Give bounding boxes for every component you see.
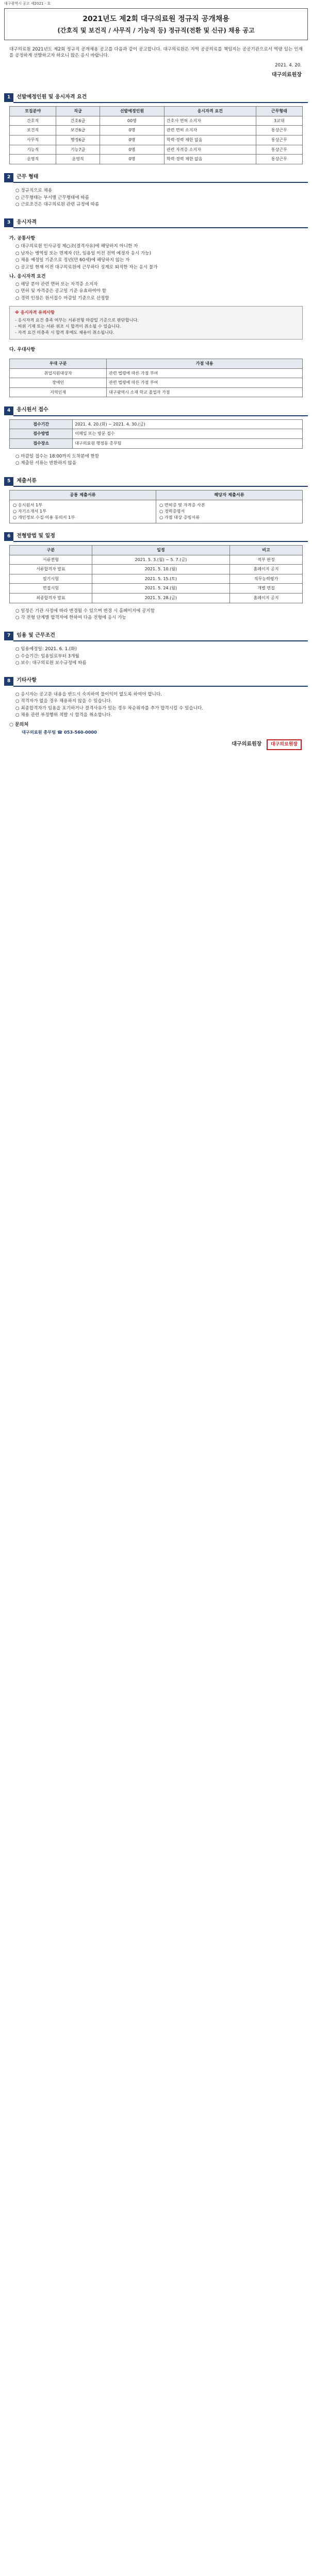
work-type-list (4, 186, 308, 209)
table-cell: 보건직 (10, 126, 56, 135)
closing-signature (4, 737, 308, 755)
table-cell: 행정6급 (56, 135, 100, 145)
table-cell: 관련 법령에 따른 가점 부여 (107, 378, 303, 388)
list-item: ○ 정규직으로 채용 (15, 188, 53, 194)
subheading: 가. 공통사항 (9, 236, 36, 242)
table-row (10, 126, 303, 135)
table-cell: 통상근무 (256, 126, 302, 135)
table-cell: 0명 (100, 135, 164, 145)
table-header-cell: 선발예정인원 (100, 107, 164, 116)
list-item: ○ 수습기간: 임용일로부터 3개월 (15, 653, 79, 659)
list-item: ○ 일정은 기관 사정에 따라 변경될 수 있으며 변경 시 홈페이지에 공지함 (15, 608, 155, 614)
table-cell: 직무능력평가 (230, 574, 303, 584)
list-item: ○ 가점 대상 증빙서류 (159, 514, 200, 520)
table-cell: 2021. 5. 28.(금) (92, 594, 229, 603)
table-cell: 통상근무 (256, 155, 302, 164)
intro-paragraph: 대구의료원 2021년도 제2회 정규직 공개채용 공고를 다음과 같이 공고합니다. 대구의료원은 지역 공공의료를 책임지는 공공기관으로서 역량 있는 인재를 공정하게 선발하고자 하오니 많은 응시 바랍니다. (9, 46, 303, 59)
section-title: 응시자격 (13, 218, 308, 229)
table-header-cell: 접수장소 (10, 439, 73, 449)
table-cell: 2021. 5. 15.(토) (92, 574, 229, 584)
list-item: ○ 남자는 병역필 또는 면제자 (단, 임용일 이전 전역 예정자 응시 가능) (15, 250, 151, 256)
section-7-header (4, 631, 308, 642)
note-line: - 자격 요건 미충족 시 합격 후에도 채용이 취소됩니다. (15, 330, 114, 335)
table-cell: 개별 면접 (230, 584, 303, 594)
schedule-notes (4, 606, 308, 623)
table-cell: 관련 자격증 소지자 (165, 145, 256, 155)
box-heading: 공통 제출서류 (10, 490, 156, 500)
table-cell: 2021. 5. 3.(월) ~ 5. 7.(금) (92, 555, 229, 565)
list-item: ○ 제출된 서류는 반환하지 않음 (15, 461, 77, 466)
table-row (10, 429, 303, 439)
section-title: 기타사항 (13, 676, 308, 687)
table-row (10, 439, 303, 449)
table-cell: 0명 (100, 126, 164, 135)
table-cell: 사무직 (10, 135, 56, 145)
section-number: 1 (4, 93, 13, 102)
closing-org: 대구의료원장 (232, 741, 262, 747)
table-cell: 운영직 (56, 155, 100, 164)
table-header-cell: 일정 (92, 546, 229, 555)
table-cell: 장애인 (10, 378, 107, 388)
table-row (10, 565, 303, 574)
table-cell: 적부 판정 (230, 555, 303, 565)
note-line: - 허위 기재 또는 서류 위조 시 합격이 취소될 수 있습니다. (15, 324, 121, 329)
table-header-row (10, 359, 303, 368)
preference-block (4, 343, 308, 355)
table-cell: 0명 (100, 155, 164, 164)
list-item: ○ 채용 예정일 기준으로 정년(만 60세)에 해당하지 않는 자 (15, 258, 130, 263)
table-cell: 통상근무 (256, 135, 302, 145)
section-1-header (4, 93, 308, 104)
list-item: ○ 각 전형 단계별 합격자에 한하여 다음 전형에 응시 가능 (15, 615, 126, 621)
table-cell: 2021. 5. 24.(월) (92, 584, 229, 594)
table-cell: 간호6급 (56, 116, 100, 126)
table-header-cell: 비고 (230, 546, 303, 555)
list-item: ○ 면허증 및 자격증 사본 (159, 502, 205, 507)
title-line-1: 2021년도 제2회 대구의료원 정규직 공개채용 (83, 15, 229, 24)
list-item: ○ 면허 및 자격증은 공고일 기준 유효하여야 함 (15, 289, 107, 294)
table-cell: 0명 (100, 145, 164, 155)
table-cell: 기능7급 (56, 145, 100, 155)
table-cell: 서류전형 (10, 555, 92, 565)
table-header-row (10, 107, 303, 116)
section-number: 8 (4, 677, 13, 686)
table-cell: 학력·경력 제한 없음 (165, 155, 256, 164)
section-3-header (4, 218, 308, 229)
table-cell: 홈페이지 공지 (230, 594, 303, 603)
list-item: ○ 자기소개서 1부 (13, 508, 47, 514)
table-cell: 면접시험 (10, 584, 92, 594)
table-header-cell: 접수기간 (10, 419, 73, 429)
list-item: ○ 대구의료원 인사규정 제○조(결격사유)에 해당하지 아니한 자 (15, 244, 138, 249)
table-header-cell: 직급 (56, 107, 100, 116)
document-tag: 대구광역시 공고 제2021 - 호 (4, 2, 51, 6)
positions-table (9, 106, 303, 164)
table-cell: 관련 법령에 따른 가점 부여 (107, 368, 303, 378)
table-header-cell: 구분 (10, 546, 92, 555)
table-cell: 최종합격자 발표 (10, 594, 92, 603)
title-line-2: (간호직 및 보건직 / 사무직 / 기능직 등) 정규직(전환 및 신규) 채용 공고 (57, 27, 255, 35)
list-item: ○ 경력증명서 (159, 508, 185, 514)
table-cell: 취업지원대상자 (10, 368, 107, 378)
table-cell: 3교대 (256, 116, 302, 126)
list-item: ○ 임용예정일: 2021. 6. 1.(화) (15, 647, 77, 652)
table-row (10, 116, 303, 126)
section-number: 7 (4, 632, 13, 640)
list-item: ○ 근무형태는 부서별 근무형태에 따름 (15, 195, 89, 200)
section-number: 3 (4, 218, 13, 227)
section-number: 6 (4, 532, 13, 541)
section-4-header (4, 405, 308, 416)
table-cell: 보건6급 (56, 126, 100, 135)
common-documents (10, 490, 156, 523)
table-row (10, 574, 303, 584)
section-title: 응시원서 접수 (13, 405, 308, 416)
table-cell: 서류합격자 발표 (10, 565, 92, 574)
table-cell: 이메일 또는 방문 접수 (73, 429, 303, 439)
table-cell: 대구의료원 행정동 총무팀 (73, 439, 303, 449)
list-item: ○ 응시원서 1부 (13, 502, 43, 507)
note-title: ※ 응시자격 유의사항 (15, 310, 55, 315)
preference-table (9, 359, 303, 397)
optional-documents (156, 490, 302, 523)
table-cell: 홈페이지 공지 (230, 565, 303, 574)
announcement-date: 2021. 4. 20. (275, 62, 302, 68)
other-notes (4, 690, 308, 737)
table-header-cell: 모집분야 (10, 107, 56, 116)
table-row (10, 419, 303, 429)
list-item: ○ 적격자가 없을 경우 채용하지 않을 수 있습니다. (15, 699, 112, 704)
list-item: ○ 보수: 대구의료원 보수규정에 따름 (15, 660, 87, 666)
list-item: ○ 개인정보 수집·이용 동의서 1부 (13, 514, 75, 520)
table-cell: 간호직 (10, 116, 56, 126)
section-title: 근무 형태 (13, 173, 308, 183)
subheading: 다. 우대사항 (9, 347, 36, 352)
list-item: ○ 최종합격자가 임용을 포기하거나 결격사유가 있는 경우 차순위자를 추가 합격시킬 수 있습니다. (15, 705, 204, 711)
schedule-table (9, 545, 303, 603)
list-item: ○ 경력 인정은 원서접수 마감일 기준으로 산정함 (15, 295, 109, 301)
table-cell: 운영직 (10, 155, 56, 164)
table-row (10, 594, 303, 603)
official-seal: 대구의료원장 (267, 739, 302, 750)
table-header-cell: 가점 내용 (107, 359, 303, 368)
table-header-cell: 접수방법 (10, 429, 73, 439)
section-6-header (4, 532, 308, 543)
table-cell: 필기시험 (10, 574, 92, 584)
subheading: 나. 응시자격 요건 (9, 274, 46, 279)
eligibility-note-box (9, 306, 303, 340)
contact-line: 대구의료원 총무팀 ☎ 053-560-0000 (22, 729, 97, 735)
table-cell: 관련 면허 소지자 (165, 126, 256, 135)
table-cell: 00명 (100, 116, 164, 126)
table-cell: 통상근무 (256, 145, 302, 155)
table-row (10, 155, 303, 164)
note-line: - 응시자격 요건 충족 여부는 서류전형 마감일 기준으로 판단합니다. (15, 317, 139, 323)
section-5-header (4, 477, 308, 487)
list-item: ○ 마감일 접수는 18:00까지 도착분에 한함 (15, 453, 100, 459)
box-heading: 해당자 제출서류 (156, 490, 302, 500)
section-title: 임용 및 근무조건 (13, 631, 308, 642)
section-8-header (4, 676, 308, 687)
eligibility-block (4, 231, 308, 303)
table-cell: 학력·경력 제한 없음 (165, 135, 256, 145)
table-header-cell: 근무형태 (256, 107, 302, 116)
contact-heading: ○ 문의처 (9, 722, 29, 727)
table-row (10, 145, 303, 155)
list-item: ○ 근로조건은 대구의료원 관련 규정에 따름 (15, 202, 100, 208)
table-header-cell: 응시자격 요건 (165, 107, 256, 116)
table-header-cell: 우대 구분 (10, 359, 107, 368)
table-row (10, 368, 303, 378)
application-notes (4, 452, 308, 468)
list-item: ○ 채용 관련 부정행위 적발 시 합격을 취소합니다. (15, 713, 112, 718)
title-box (4, 8, 308, 40)
section-2-header (4, 173, 308, 183)
list-item: ○ 공고일 현재 이전 대구의료원에 근무하다 징계로 퇴직한 자는 응시 불가 (15, 264, 158, 270)
table-row (10, 378, 303, 388)
list-item: ○ 해당 분야 관련 면허 또는 자격증 소지자 (15, 282, 98, 287)
table-cell: 기능직 (10, 145, 56, 155)
organization-name: 대구의료원장 (272, 72, 302, 78)
list-item: ○ 응시자는 공고문 내용을 반드시 숙지하여 불이익이 없도록 하여야 합니다. (15, 691, 162, 697)
section-title: 전형방법 및 일정 (13, 532, 308, 543)
table-header-row (10, 546, 303, 555)
table-row (10, 135, 303, 145)
documents-box (9, 490, 303, 523)
table-row (10, 584, 303, 594)
table-cell: 대구광역시 소재 학교 졸업자 가점 (107, 387, 303, 397)
section-title: 제출서류 (13, 477, 308, 487)
table-cell: 간호사 면허 소지자 (165, 116, 256, 126)
table-row (10, 387, 303, 397)
employment-conditions (4, 645, 308, 668)
table-cell: 2021. 5. 10.(월) (92, 565, 229, 574)
section-number: 4 (4, 406, 13, 415)
application-table (9, 419, 303, 449)
section-number: 2 (4, 173, 13, 182)
section-number: 5 (4, 477, 13, 486)
section-title: 선발예정인원 및 응시자격 요건 (13, 93, 308, 104)
document-page (4, 0, 308, 755)
table-row (10, 555, 303, 565)
table-cell: 2021. 4. 20.(화) ~ 2021. 4. 30.(금) (73, 419, 303, 429)
table-cell: 지역인재 (10, 387, 107, 397)
